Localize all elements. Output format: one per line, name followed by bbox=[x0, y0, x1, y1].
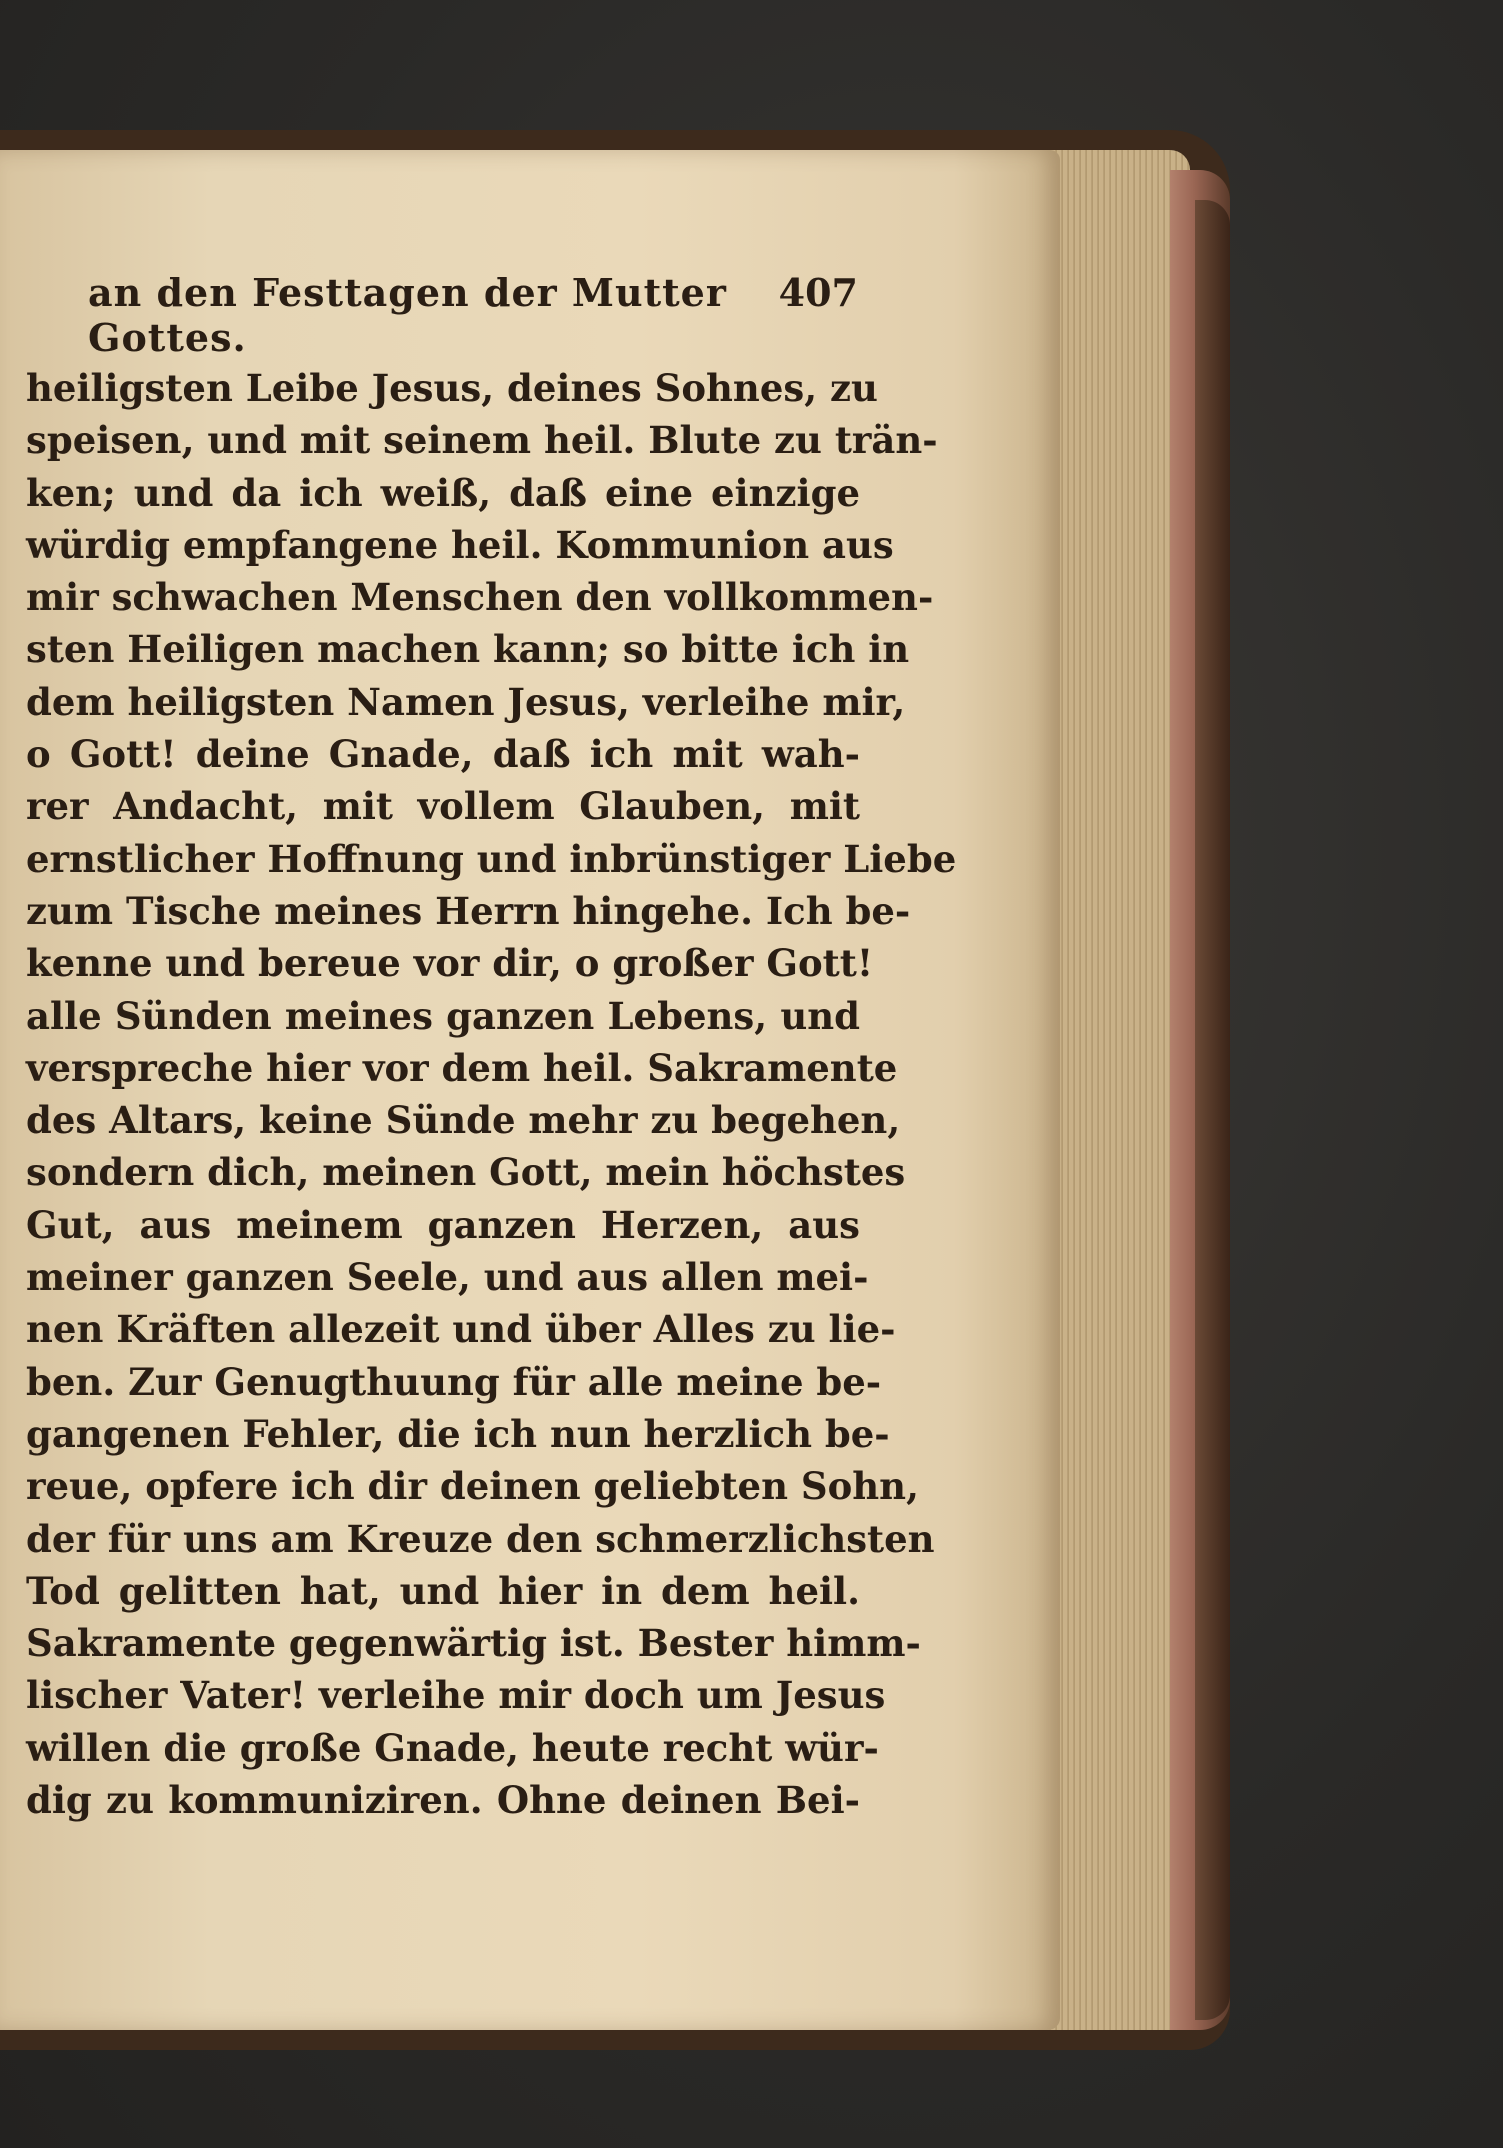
text-line: sten Heiligen machen kann; so bitte ich in bbox=[26, 627, 910, 672]
text-line: o Gott! deine Gnade, daß ich mit wah- bbox=[26, 732, 860, 777]
text-line: meiner ganzen Seele, und aus allen mei- bbox=[26, 1255, 869, 1300]
text-line: willen die große Gnade, heute recht wür- bbox=[26, 1725, 879, 1770]
text-line: Gut, aus meinem ganzen Herzen, aus bbox=[26, 1202, 860, 1247]
text-line: der für uns am Kreuze den schmerzlichsten bbox=[26, 1516, 935, 1561]
text-line: mir schwachen Menschen den vollkommen- bbox=[26, 575, 934, 620]
text-line: speisen, und mit seinem heil. Blute zu trän- bbox=[26, 418, 938, 463]
text-line: sondern dich, meinen Gott, mein höchstes bbox=[26, 1150, 906, 1195]
text-line: kenne und bereue vor dir, o großer Gott! bbox=[26, 941, 874, 986]
text-line: dig zu kommuniziren. Ohne deinen Bei- bbox=[26, 1778, 860, 1823]
text-line: würdig empfangene heil. Kommunion aus bbox=[26, 522, 894, 567]
text-line: heiligsten Leibe Jesus, deines Sohnes, zu bbox=[26, 366, 878, 410]
text-line: Sakramente gegenwärtig ist. Bester himm- bbox=[26, 1621, 921, 1666]
running-head bbox=[88, 270, 858, 360]
text-line: des Altars, keine Sünde mehr zu begehen, bbox=[26, 1098, 901, 1143]
text-line: ernstlicher Hoffnung und inbrünstiger Liebe bbox=[26, 836, 957, 881]
text-line: gangenen Fehler, die ich nun herzlich be- bbox=[26, 1411, 890, 1456]
body-text bbox=[26, 362, 957, 1826]
text-line: Tod gelitten hat, und hier in dem heil. bbox=[26, 1568, 860, 1613]
text-line: lischer Vater! verleihe mir doch um Jesus bbox=[26, 1673, 886, 1718]
text-line: rer Andacht, mit vollem Glauben, mit bbox=[26, 784, 860, 829]
text-line: dem heiligsten Namen Jesus, verleihe mir, bbox=[26, 679, 906, 724]
text-line: ben. Zur Genugthuung für alle meine be- bbox=[26, 1359, 882, 1404]
cover-fore-edge bbox=[1195, 200, 1230, 2020]
running-title: an den Festtagen der Mutter Gottes. bbox=[88, 270, 727, 360]
page-edges bbox=[1040, 150, 1190, 2030]
text-line: verspreche hier vor dem heil. Sakramente bbox=[26, 1045, 898, 1090]
text-line: ken; und da ich weiß, daß eine einzige bbox=[26, 470, 860, 515]
text-line: nen Kräften allezeit und über Alles zu lie- bbox=[26, 1307, 896, 1352]
text-line: alle Sünden meines ganzen Lebens, und bbox=[26, 993, 860, 1038]
text-line: zum Tische meines Herrn hingehe. Ich be- bbox=[26, 888, 911, 933]
text-line: reue, opfere ich dir deinen geliebten Sohn, bbox=[26, 1464, 919, 1509]
page-number: 407 bbox=[778, 270, 858, 315]
